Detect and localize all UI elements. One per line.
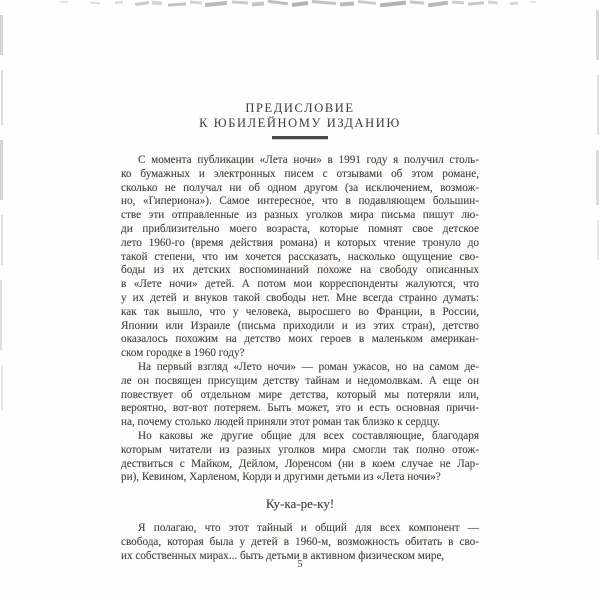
paragraph bbox=[121, 522, 479, 563]
text-line: такой степени, что им хочется рассказать, насколько ощущение сво- bbox=[121, 250, 479, 263]
chapter-title bbox=[0, 101, 600, 139]
text-line: стве эти отправленные из разных уголков мира письма пишут лю- bbox=[121, 209, 479, 222]
text-line: Но каковы же другие общие для всех составляющие, благодаря bbox=[138, 429, 479, 442]
text-line: дествиться с Майком, Дейлом, Лоренсом (ни в коем случае не Лар- bbox=[121, 457, 479, 470]
paragraphs-after-subheading bbox=[121, 522, 479, 563]
text-line: На первый взгляд «Лето ночи» — роман ужасов, но на самом де- bbox=[138, 360, 479, 373]
text-line: которым читатели из разных уголков мира смогли так полно отож- bbox=[121, 443, 479, 456]
text-line: свобода, которая была у детей в 1960-м, возможность обитать в сво- bbox=[121, 535, 479, 548]
text-line: на, почему столько людей приняли этот роман так близко к сердцу. bbox=[121, 416, 440, 429]
paragraphs-before-subheading bbox=[121, 154, 479, 485]
text-line: оказалось похожим на детство моих героев в маленьком американ- bbox=[121, 333, 479, 346]
text-line: ко бумажных и электронных писем с отзывами об этом романе, bbox=[121, 167, 479, 180]
text-line: у их детей и внуков такой свободы нет. Мне всегда странно думать: bbox=[121, 291, 479, 304]
chapter-title-line-2: К ЮБИЛЕЙНОМУ ИЗДАНИЮ bbox=[199, 116, 401, 130]
text-line: ском городке в 1960 году? bbox=[121, 347, 245, 360]
text-line: С момента публикации «Лета ночи» в 1991 году я получил столь- bbox=[138, 154, 479, 166]
section-subheading: Ку-ка-ре-ку! bbox=[265, 496, 335, 512]
text-line: повествует об отдельном мире детства, который мы потеряли или, bbox=[121, 388, 479, 401]
text-line: их собственных мирах... быть детьми в активном физическом мире, bbox=[121, 549, 445, 562]
text-line: но, «Гипериона»). Самое интересное, что в подавляющем большин- bbox=[121, 195, 479, 208]
paragraph bbox=[121, 154, 479, 361]
page-number: 5 bbox=[297, 559, 303, 570]
paragraph bbox=[121, 430, 479, 485]
chapter-title-line-1: ПРЕДИСЛОВИЕ bbox=[245, 101, 355, 115]
text-line: ри), Кевином, Харленом, Корди и другими детьми из «Лета ночи»? bbox=[121, 471, 441, 484]
text-line: сколько не получал ни об одном другом (за исключением, возмож- bbox=[121, 181, 479, 194]
body-text-column bbox=[121, 154, 479, 564]
text-line: лето 1960-го (время действия романа) и которых чтение тронуло до bbox=[121, 236, 479, 249]
paragraph bbox=[121, 361, 479, 430]
text-line: Я полагаю, что этот тайный и общий для всех компонент — bbox=[138, 522, 479, 535]
text-line: ле он посвящен присущим детству тайнам и недомолвкам. А еще он bbox=[121, 374, 479, 387]
text-line: боды из их детских воспоминаний похоже на свободу описанных bbox=[121, 264, 479, 277]
text-line: как так вышло, что у человека, выросшего во Франции, в России, bbox=[121, 305, 479, 318]
title-divider-rule bbox=[272, 136, 328, 139]
text-line: Японии или Израиле (письма приходили и из этих стран), детство bbox=[121, 319, 479, 332]
text-line: в «Лете ночи» детей. А потом мои корреспонденты жалуются, что bbox=[121, 278, 479, 291]
text-line: ди приблизительно моего возраста, которые помнят свое детское bbox=[121, 222, 479, 235]
text-line: вероятно, вот-вот потеряем. Быть может, это и есть основная причи- bbox=[121, 402, 479, 415]
